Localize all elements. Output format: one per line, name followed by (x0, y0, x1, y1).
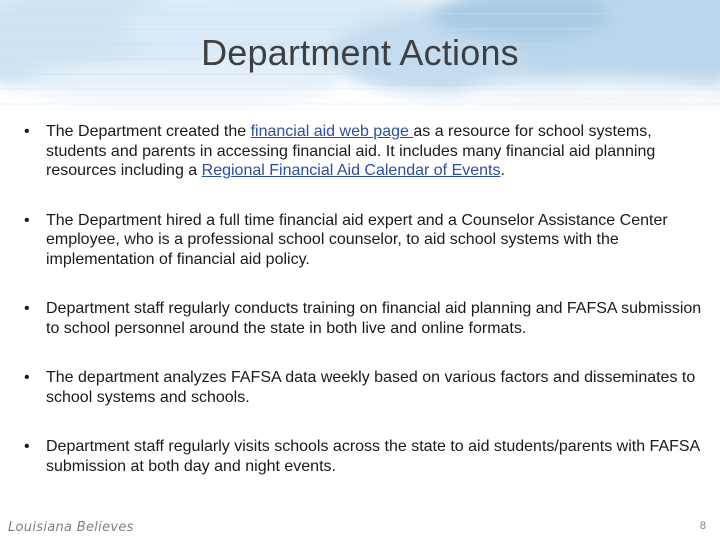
bullet-item-training (24, 299, 708, 338)
bullet-marker: • (24, 438, 30, 455)
bullet-item-website (24, 122, 708, 181)
page-title: Department Actions (201, 32, 519, 73)
bullet-text: Department staff regularly visits schools across the state to aid students/parents with FAFSA submission at both day and night events. (46, 438, 700, 475)
financial-aid-web-page-link[interactable]: financial aid web page (250, 123, 414, 140)
bullet-marker: • (24, 123, 30, 140)
regional-calendar-link[interactable]: Regional Financial Aid Calendar of Events (201, 162, 501, 179)
bullet-text: . (500, 162, 505, 179)
bullet-item-school-visits (24, 437, 708, 476)
bullet-marker: • (24, 211, 30, 229)
bullet-text: as a resource for school systems, students and parents in accessing financial aid. It includes many financial aid planning resources including a (46, 123, 656, 179)
bullet-text: The Department hired a full time financial aid expert and a Counselor Assistance Center employee, who is a professional school counselor, to aid school systems with the implementation of financial aid policy. (46, 211, 668, 268)
bullet-list (24, 122, 708, 476)
bullet-marker: • (24, 300, 30, 317)
louisiana-believes-logo: Louisiana Believes (8, 520, 134, 535)
bullet-marker: • (24, 369, 30, 386)
bullet-item-staffing (24, 211, 708, 270)
bullet-text: Department staff regularly conducts training on financial aid planning and FAFSA submission to school personnel around the state in both live and online formats. (46, 300, 702, 337)
bullet-item-analysis (24, 368, 708, 407)
page-number: 8 (699, 520, 706, 532)
bullet-text: The department analyzes FAFSA data weekly based on various factors and disseminates to school systems and schools. (46, 369, 696, 406)
bullet-text: The Department created the (46, 123, 251, 140)
